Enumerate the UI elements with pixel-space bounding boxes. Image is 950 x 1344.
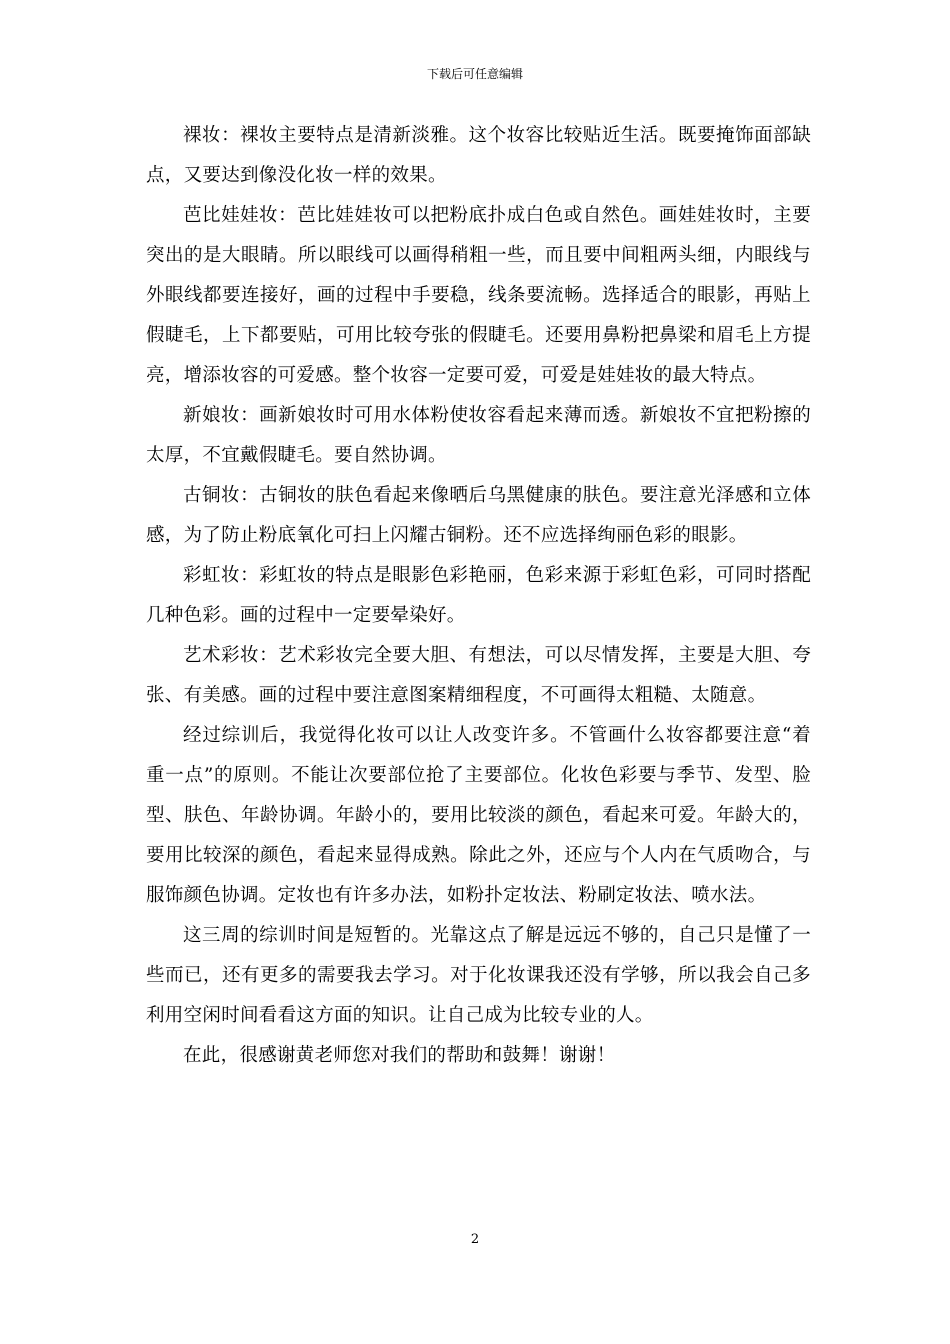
- paragraph-barbie-makeup: 芭比娃娃妆：芭比娃娃妆可以把粉底扑成白色或自然色。画娃娃妆时，主要突出的是大眼睛。所以眼线可以画得稍粗一些，而且要中间粗两头细，内眼线与外眼线都要连接好，画的过程中手要稳，线条要流畅。选择适合的眼影，再贴上假睫毛，上下都要贴，可用比较夸张的假睫毛。还要用鼻粉把鼻梁和眉毛上方提亮，增添妆容的可爱感。整个妆容一定要可爱，可爱是娃娃妆的最大特点。: [146, 205, 811, 386]
- paragraph-bridal-makeup: 新娘妆：画新娘妆时可用水体粉使妆容看起来薄而透。新娘妆不宜把粉擦的太厚，不宜戴假睫毛。要自然协调。: [146, 405, 811, 466]
- page-header: 下载后可任意编辑: [426, 67, 523, 81]
- paragraph-art-makeup: 艺术彩妆：艺术彩妆完全要大胆、有想法，可以尽情发挥，主要是大胆、夸张、有美感。画的过程中要注意图案精细程度，不可画得太粗糙、太随意。: [146, 645, 811, 706]
- paragraph-thanks: 在此，很感谢黄老师您对我们的帮助和鼓舞！谢谢！: [183, 1045, 616, 1066]
- page-number: 2: [470, 1232, 480, 1247]
- document-body: [146, 116, 811, 1076]
- paragraph-nude-makeup: 裸妆：裸妆主要特点是清新淡雅。这个妆容比较贴近生活。既要掩饰面部缺点，又要达到像没化妆一样的效果。: [146, 125, 811, 186]
- paragraph-reflection: 经过综训后，我觉得化妆可以让人改变许多。不管画什么妆容都要注意“着重一点”的原则。不能让次要部位抢了主要部位。化妆色彩要与季节、发型、脸型、肤色、年龄协调。年龄小的，要用比较淡的颜色，看起来可爱。年龄大的，要用比较深的颜色，看起来显得成熟。除此之外，还应与个人内在气质吻合，与服饰颜色协调。定妆也有许多办法，如粉扑定妆法、粉刷定妆法、喷水法。: [146, 725, 811, 906]
- paragraph-summary: 这三周的综训时间是短暂的。光靠这点了解是远远不够的，自己只是懂了一些而已，还有更多的需要我去学习。对于化妆课我还没有学够，所以我会自己多利用空闲时间看看这方面的知识。让自己成为比较专业的人。: [146, 925, 811, 1026]
- paragraph-rainbow-makeup: 彩虹妆：彩虹妆的特点是眼影色彩艳丽，色彩来源于彩虹色彩，可同时搭配几种色彩。画的过程中一定要晕染好。: [146, 565, 811, 626]
- paragraph-bronze-makeup: 古铜妆：古铜妆的肤色看起来像晒后乌黑健康的肤色。要注意光泽感和立体感，为了防止粉底氧化可扫上闪耀古铜粉。还不应选择绚丽色彩的眼影。: [146, 485, 811, 546]
